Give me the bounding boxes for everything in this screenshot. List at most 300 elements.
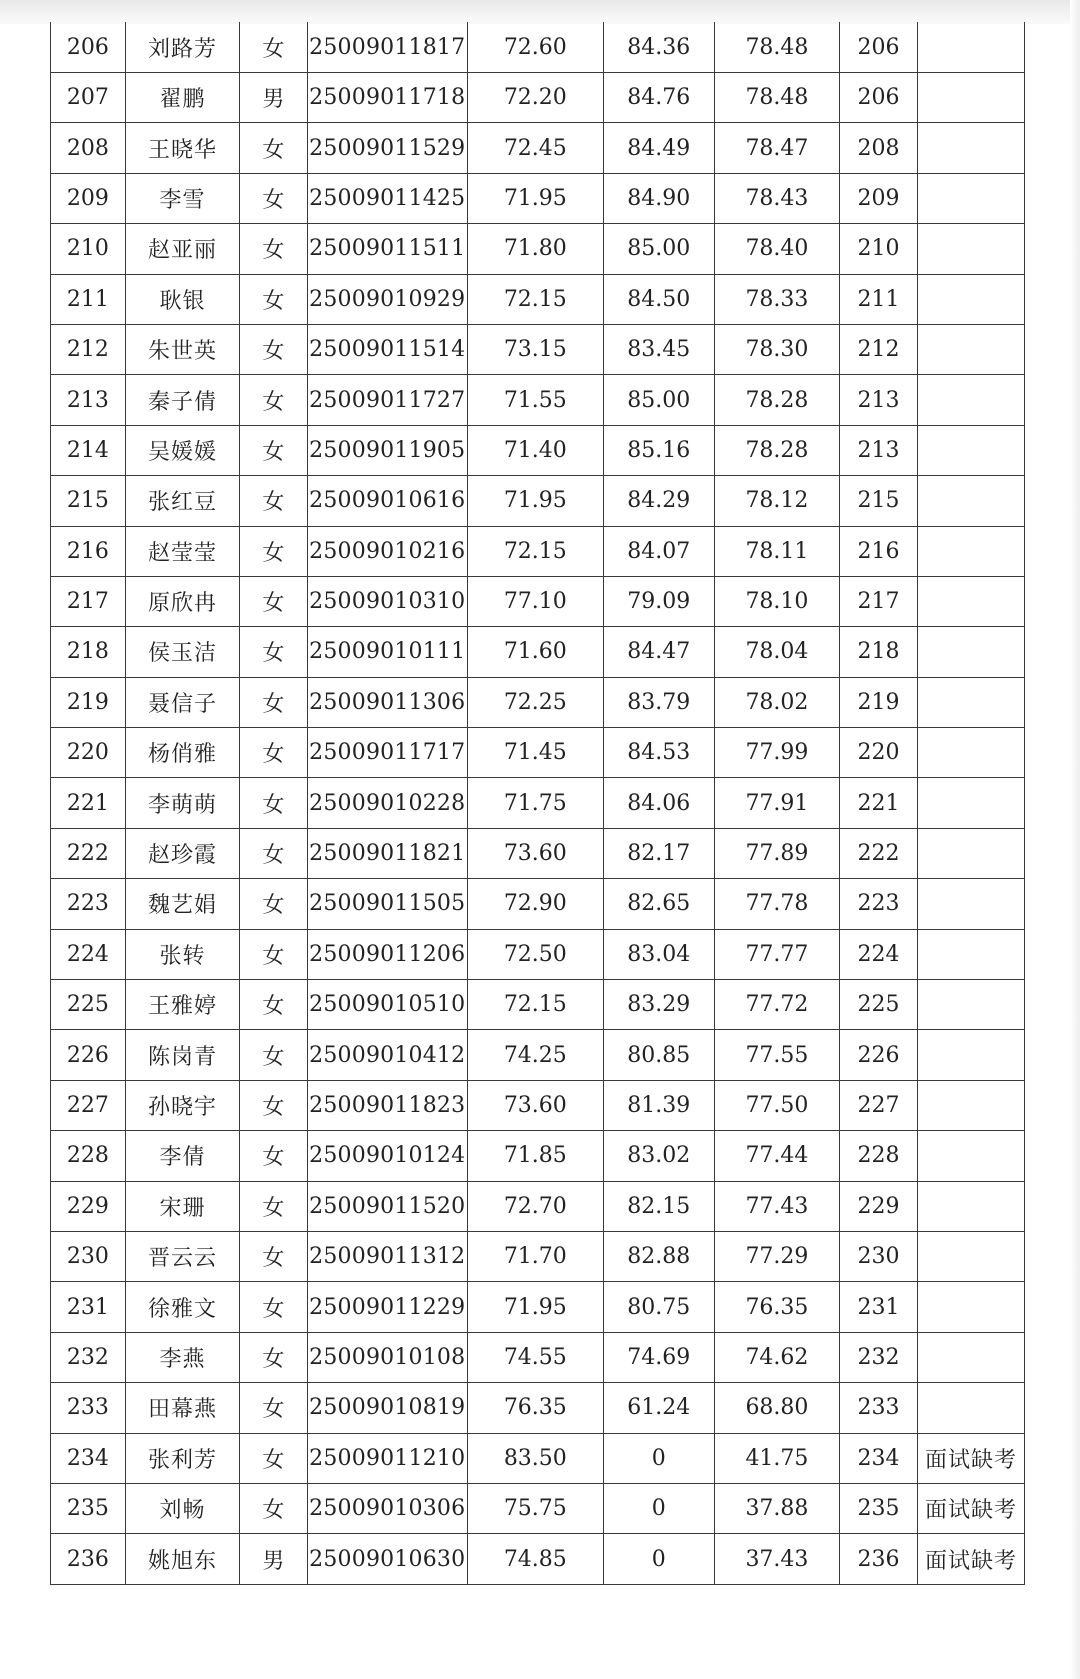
interview-score-cell: 83.79 — [603, 677, 714, 727]
rank-cell: 218 — [839, 627, 917, 677]
rank-cell: 222 — [839, 828, 917, 878]
written-score-cell: 72.45 — [467, 123, 603, 173]
total-score-cell: 78.28 — [714, 375, 839, 425]
note-cell — [918, 1282, 1025, 1332]
rank-cell: 208 — [839, 123, 917, 173]
exam-number-cell: 25009011718 — [307, 73, 467, 123]
note-cell — [918, 879, 1025, 929]
name-cell: 王雅婷 — [125, 980, 239, 1030]
name-cell: 李萌萌 — [125, 778, 239, 828]
exam-number-cell: 25009011206 — [307, 929, 467, 979]
exam-number-cell: 25009011306 — [307, 677, 467, 727]
serial-cell: 230 — [51, 1231, 126, 1281]
written-score-cell: 83.50 — [467, 1433, 603, 1483]
gender-cell: 女 — [240, 728, 307, 778]
exam-number-cell: 25009011210 — [307, 1433, 467, 1483]
table-row — [51, 425, 1025, 475]
note-cell — [918, 375, 1025, 425]
written-score-cell: 74.25 — [467, 1030, 603, 1080]
interview-score-cell: 84.53 — [603, 728, 714, 778]
total-score-cell: 77.77 — [714, 929, 839, 979]
interview-score-cell: 82.88 — [603, 1231, 714, 1281]
written-score-cell: 74.85 — [467, 1534, 603, 1584]
gender-cell: 女 — [240, 1181, 307, 1231]
interview-score-cell: 84.50 — [603, 274, 714, 324]
gender-cell: 女 — [240, 1433, 307, 1483]
interview-score-cell: 84.76 — [603, 73, 714, 123]
interview-score-cell: 83.45 — [603, 324, 714, 374]
name-cell: 李倩 — [125, 1131, 239, 1181]
exam-number-cell: 25009010616 — [307, 476, 467, 526]
rank-cell: 209 — [839, 173, 917, 223]
note-cell — [918, 728, 1025, 778]
exam-number-cell: 25009011717 — [307, 728, 467, 778]
gender-cell: 男 — [240, 73, 307, 123]
name-cell: 秦子倩 — [125, 375, 239, 425]
gender-cell: 女 — [240, 1131, 307, 1181]
total-score-cell: 78.48 — [714, 73, 839, 123]
note-cell — [918, 425, 1025, 475]
note-cell: 面试缺考 — [918, 1433, 1025, 1483]
total-score-cell: 77.91 — [714, 778, 839, 828]
gender-cell: 女 — [240, 1030, 307, 1080]
interview-score-cell: 84.07 — [603, 526, 714, 576]
table-row — [51, 1332, 1025, 1382]
note-cell — [918, 980, 1025, 1030]
total-score-cell: 41.75 — [714, 1433, 839, 1483]
written-score-cell: 72.50 — [467, 929, 603, 979]
exam-number-cell: 25009010216 — [307, 526, 467, 576]
written-score-cell: 73.60 — [467, 1080, 603, 1130]
total-score-cell: 77.43 — [714, 1181, 839, 1231]
name-cell: 晋云云 — [125, 1231, 239, 1281]
serial-cell: 225 — [51, 980, 126, 1030]
total-score-cell: 78.12 — [714, 476, 839, 526]
rank-cell: 230 — [839, 1231, 917, 1281]
rank-cell: 213 — [839, 425, 917, 475]
rank-cell: 211 — [839, 274, 917, 324]
total-score-cell: 77.44 — [714, 1131, 839, 1181]
gender-cell: 女 — [240, 1383, 307, 1433]
gender-cell: 女 — [240, 526, 307, 576]
gender-cell: 女 — [240, 173, 307, 223]
rank-cell: 227 — [839, 1080, 917, 1130]
table-row — [51, 476, 1025, 526]
total-score-cell: 37.88 — [714, 1483, 839, 1533]
exam-number-cell: 25009011727 — [307, 375, 467, 425]
gender-cell: 女 — [240, 980, 307, 1030]
name-cell: 李燕 — [125, 1332, 239, 1382]
gender-cell: 女 — [240, 324, 307, 374]
exam-number-cell: 25009010510 — [307, 980, 467, 1030]
name-cell: 宋珊 — [125, 1181, 239, 1231]
score-table — [50, 22, 1025, 1585]
name-cell: 田幕燕 — [125, 1383, 239, 1433]
name-cell: 朱世英 — [125, 324, 239, 374]
table-row — [51, 375, 1025, 425]
rank-cell: 226 — [839, 1030, 917, 1080]
total-score-cell: 78.04 — [714, 627, 839, 677]
serial-cell: 231 — [51, 1282, 126, 1332]
exam-number-cell: 25009011425 — [307, 173, 467, 223]
serial-cell: 212 — [51, 324, 126, 374]
serial-cell: 234 — [51, 1433, 126, 1483]
name-cell: 原欣冉 — [125, 576, 239, 626]
gender-cell: 女 — [240, 22, 307, 73]
serial-cell: 211 — [51, 274, 126, 324]
serial-cell: 223 — [51, 879, 126, 929]
name-cell: 侯玉洁 — [125, 627, 239, 677]
interview-score-cell: 84.29 — [603, 476, 714, 526]
interview-score-cell: 84.36 — [603, 22, 714, 73]
serial-cell: 224 — [51, 929, 126, 979]
interview-score-cell: 84.90 — [603, 173, 714, 223]
exam-number-cell: 25009010630 — [307, 1534, 467, 1584]
rank-cell: 236 — [839, 1534, 917, 1584]
table-row — [51, 1534, 1025, 1584]
serial-cell: 209 — [51, 173, 126, 223]
serial-cell: 220 — [51, 728, 126, 778]
exam-number-cell: 25009011529 — [307, 123, 467, 173]
written-score-cell: 76.35 — [467, 1383, 603, 1433]
total-score-cell: 77.50 — [714, 1080, 839, 1130]
name-cell: 刘路芳 — [125, 22, 239, 73]
rank-cell: 225 — [839, 980, 917, 1030]
table-row — [51, 1433, 1025, 1483]
serial-cell: 229 — [51, 1181, 126, 1231]
total-score-cell: 77.29 — [714, 1231, 839, 1281]
interview-score-cell: 83.02 — [603, 1131, 714, 1181]
table-row — [51, 224, 1025, 274]
interview-score-cell: 85.16 — [603, 425, 714, 475]
interview-score-cell: 74.69 — [603, 1332, 714, 1382]
note-cell — [918, 1181, 1025, 1231]
rank-cell: 206 — [839, 73, 917, 123]
rank-cell: 235 — [839, 1483, 917, 1533]
table-row — [51, 828, 1025, 878]
rank-cell: 210 — [839, 224, 917, 274]
interview-score-cell: 81.39 — [603, 1080, 714, 1130]
written-score-cell: 72.25 — [467, 677, 603, 727]
name-cell: 刘畅 — [125, 1483, 239, 1533]
serial-cell: 207 — [51, 73, 126, 123]
gender-cell: 女 — [240, 576, 307, 626]
note-cell — [918, 73, 1025, 123]
exam-number-cell: 25009010310 — [307, 576, 467, 626]
interview-score-cell: 85.00 — [603, 375, 714, 425]
gender-cell: 女 — [240, 929, 307, 979]
gender-cell: 女 — [240, 224, 307, 274]
note-cell — [918, 173, 1025, 223]
serial-cell: 208 — [51, 123, 126, 173]
gender-cell: 女 — [240, 476, 307, 526]
serial-cell: 236 — [51, 1534, 126, 1584]
rank-cell: 224 — [839, 929, 917, 979]
table-row — [51, 1080, 1025, 1130]
gender-cell: 女 — [240, 778, 307, 828]
rank-cell: 212 — [839, 324, 917, 374]
total-score-cell: 78.30 — [714, 324, 839, 374]
written-score-cell: 72.15 — [467, 526, 603, 576]
total-score-cell: 78.48 — [714, 22, 839, 73]
table-row — [51, 1231, 1025, 1281]
total-score-cell: 78.10 — [714, 576, 839, 626]
rank-cell: 217 — [839, 576, 917, 626]
table-row — [51, 627, 1025, 677]
note-cell — [918, 274, 1025, 324]
table-row — [51, 879, 1025, 929]
total-score-cell: 76.35 — [714, 1282, 839, 1332]
gender-cell: 女 — [240, 1483, 307, 1533]
gender-cell: 女 — [240, 1080, 307, 1130]
total-score-cell: 74.62 — [714, 1332, 839, 1382]
name-cell: 耿银 — [125, 274, 239, 324]
rank-cell: 215 — [839, 476, 917, 526]
name-cell: 王晓华 — [125, 123, 239, 173]
written-score-cell: 74.55 — [467, 1332, 603, 1382]
table-row — [51, 1181, 1025, 1231]
name-cell: 孙晓宇 — [125, 1080, 239, 1130]
serial-cell: 235 — [51, 1483, 126, 1533]
exam-number-cell: 25009011821 — [307, 828, 467, 878]
interview-score-cell: 0 — [603, 1534, 714, 1584]
exam-number-cell: 25009011312 — [307, 1231, 467, 1281]
interview-score-cell: 82.65 — [603, 879, 714, 929]
total-score-cell: 37.43 — [714, 1534, 839, 1584]
exam-number-cell: 25009011511 — [307, 224, 467, 274]
table-row — [51, 1131, 1025, 1181]
note-cell — [918, 677, 1025, 727]
gender-cell: 女 — [240, 879, 307, 929]
written-score-cell: 75.75 — [467, 1483, 603, 1533]
serial-cell: 227 — [51, 1080, 126, 1130]
gender-cell: 女 — [240, 375, 307, 425]
rank-cell: 206 — [839, 22, 917, 73]
written-score-cell: 73.15 — [467, 324, 603, 374]
serial-cell: 215 — [51, 476, 126, 526]
serial-cell: 213 — [51, 375, 126, 425]
written-score-cell: 71.40 — [467, 425, 603, 475]
interview-score-cell: 0 — [603, 1433, 714, 1483]
table-row — [51, 576, 1025, 626]
serial-cell: 232 — [51, 1332, 126, 1382]
written-score-cell: 71.95 — [467, 1282, 603, 1332]
table-row — [51, 526, 1025, 576]
total-score-cell: 77.89 — [714, 828, 839, 878]
interview-score-cell: 84.06 — [603, 778, 714, 828]
written-score-cell: 72.15 — [467, 980, 603, 1030]
rank-cell: 221 — [839, 778, 917, 828]
gender-cell: 女 — [240, 1332, 307, 1382]
written-score-cell: 71.80 — [467, 224, 603, 274]
total-score-cell: 78.28 — [714, 425, 839, 475]
total-score-cell: 77.99 — [714, 728, 839, 778]
serial-cell: 228 — [51, 1131, 126, 1181]
interview-score-cell: 83.29 — [603, 980, 714, 1030]
serial-cell: 210 — [51, 224, 126, 274]
serial-cell: 218 — [51, 627, 126, 677]
exam-number-cell: 25009010124 — [307, 1131, 467, 1181]
interview-score-cell: 82.15 — [603, 1181, 714, 1231]
name-cell: 赵珍霞 — [125, 828, 239, 878]
gender-cell: 女 — [240, 274, 307, 324]
written-score-cell: 72.20 — [467, 73, 603, 123]
interview-score-cell: 80.85 — [603, 1030, 714, 1080]
serial-cell: 221 — [51, 778, 126, 828]
rank-cell: 213 — [839, 375, 917, 425]
name-cell: 张转 — [125, 929, 239, 979]
table-row — [51, 1030, 1025, 1080]
note-cell — [918, 828, 1025, 878]
note-cell — [918, 1332, 1025, 1382]
table-row — [51, 1483, 1025, 1533]
exam-number-cell: 25009010929 — [307, 274, 467, 324]
note-cell — [918, 324, 1025, 374]
exam-number-cell: 25009011905 — [307, 425, 467, 475]
rank-cell: 216 — [839, 526, 917, 576]
table-row — [51, 778, 1025, 828]
name-cell: 聂信子 — [125, 677, 239, 727]
name-cell: 陈岗青 — [125, 1030, 239, 1080]
exam-number-cell: 25009011505 — [307, 879, 467, 929]
note-cell — [918, 1080, 1025, 1130]
note-cell — [918, 476, 1025, 526]
table-row — [51, 173, 1025, 223]
name-cell: 姚旭东 — [125, 1534, 239, 1584]
gender-cell: 女 — [240, 1282, 307, 1332]
interview-score-cell: 85.00 — [603, 224, 714, 274]
note-cell — [918, 576, 1025, 626]
total-score-cell: 77.78 — [714, 879, 839, 929]
gender-cell: 女 — [240, 828, 307, 878]
written-score-cell: 71.95 — [467, 173, 603, 223]
written-score-cell: 71.95 — [467, 476, 603, 526]
name-cell: 徐雅文 — [125, 1282, 239, 1332]
gender-cell: 女 — [240, 677, 307, 727]
interview-score-cell: 79.09 — [603, 576, 714, 626]
gender-cell: 女 — [240, 425, 307, 475]
note-cell — [918, 224, 1025, 274]
page-edge — [1070, 0, 1080, 1679]
name-cell: 赵亚丽 — [125, 224, 239, 274]
interview-score-cell: 61.24 — [603, 1383, 714, 1433]
table-row — [51, 728, 1025, 778]
table-row — [51, 324, 1025, 374]
note-cell — [918, 929, 1025, 979]
total-score-cell: 78.47 — [714, 123, 839, 173]
exam-number-cell: 25009011817 — [307, 22, 467, 73]
total-score-cell: 78.33 — [714, 274, 839, 324]
table-body — [51, 22, 1025, 1584]
table-row — [51, 1282, 1025, 1332]
exam-number-cell: 25009010108 — [307, 1332, 467, 1382]
name-cell: 杨俏雅 — [125, 728, 239, 778]
note-cell — [918, 22, 1025, 73]
exam-number-cell: 25009011229 — [307, 1282, 467, 1332]
table-row — [51, 980, 1025, 1030]
written-score-cell: 72.60 — [467, 22, 603, 73]
interview-score-cell: 84.47 — [603, 627, 714, 677]
interview-score-cell: 80.75 — [603, 1282, 714, 1332]
rank-cell: 233 — [839, 1383, 917, 1433]
table-row — [51, 22, 1025, 73]
exam-number-cell: 25009010306 — [307, 1483, 467, 1533]
written-score-cell: 72.90 — [467, 879, 603, 929]
name-cell: 李雪 — [125, 173, 239, 223]
exam-number-cell: 25009010819 — [307, 1383, 467, 1433]
total-score-cell: 78.43 — [714, 173, 839, 223]
rank-cell: 229 — [839, 1181, 917, 1231]
serial-cell: 206 — [51, 22, 126, 73]
serial-cell: 233 — [51, 1383, 126, 1433]
written-score-cell: 71.70 — [467, 1231, 603, 1281]
written-score-cell: 71.55 — [467, 375, 603, 425]
written-score-cell: 71.60 — [467, 627, 603, 677]
name-cell: 魏艺娟 — [125, 879, 239, 929]
written-score-cell: 71.85 — [467, 1131, 603, 1181]
exam-number-cell: 25009011823 — [307, 1080, 467, 1130]
serial-cell: 214 — [51, 425, 126, 475]
rank-cell: 232 — [839, 1332, 917, 1382]
exam-number-cell: 25009010412 — [307, 1030, 467, 1080]
written-score-cell: 72.15 — [467, 274, 603, 324]
note-cell — [918, 1231, 1025, 1281]
table-row — [51, 1383, 1025, 1433]
note-cell: 面试缺考 — [918, 1483, 1025, 1533]
serial-cell: 226 — [51, 1030, 126, 1080]
note-cell — [918, 123, 1025, 173]
gender-cell: 女 — [240, 1231, 307, 1281]
name-cell: 张红豆 — [125, 476, 239, 526]
gender-cell: 男 — [240, 1534, 307, 1584]
exam-number-cell: 25009010111 — [307, 627, 467, 677]
total-score-cell: 77.55 — [714, 1030, 839, 1080]
note-cell — [918, 1383, 1025, 1433]
rank-cell: 220 — [839, 728, 917, 778]
total-score-cell: 78.40 — [714, 224, 839, 274]
rank-cell: 228 — [839, 1131, 917, 1181]
total-score-cell: 78.02 — [714, 677, 839, 727]
note-cell: 面试缺考 — [918, 1534, 1025, 1584]
table-row — [51, 123, 1025, 173]
rank-cell: 234 — [839, 1433, 917, 1483]
top-shadow — [0, 0, 1080, 24]
serial-cell: 219 — [51, 677, 126, 727]
name-cell: 赵莹莹 — [125, 526, 239, 576]
rank-cell: 219 — [839, 677, 917, 727]
total-score-cell: 77.72 — [714, 980, 839, 1030]
interview-score-cell: 84.49 — [603, 123, 714, 173]
written-score-cell: 77.10 — [467, 576, 603, 626]
note-cell — [918, 526, 1025, 576]
written-score-cell: 73.60 — [467, 828, 603, 878]
serial-cell: 217 — [51, 576, 126, 626]
table-row — [51, 274, 1025, 324]
table-row — [51, 677, 1025, 727]
table-row — [51, 73, 1025, 123]
note-cell — [918, 778, 1025, 828]
interview-score-cell: 0 — [603, 1483, 714, 1533]
exam-number-cell: 25009011514 — [307, 324, 467, 374]
interview-score-cell: 83.04 — [603, 929, 714, 979]
note-cell — [918, 627, 1025, 677]
total-score-cell: 68.80 — [714, 1383, 839, 1433]
interview-score-cell: 82.17 — [603, 828, 714, 878]
rank-cell: 223 — [839, 879, 917, 929]
note-cell — [918, 1030, 1025, 1080]
rank-cell: 231 — [839, 1282, 917, 1332]
written-score-cell: 71.45 — [467, 728, 603, 778]
